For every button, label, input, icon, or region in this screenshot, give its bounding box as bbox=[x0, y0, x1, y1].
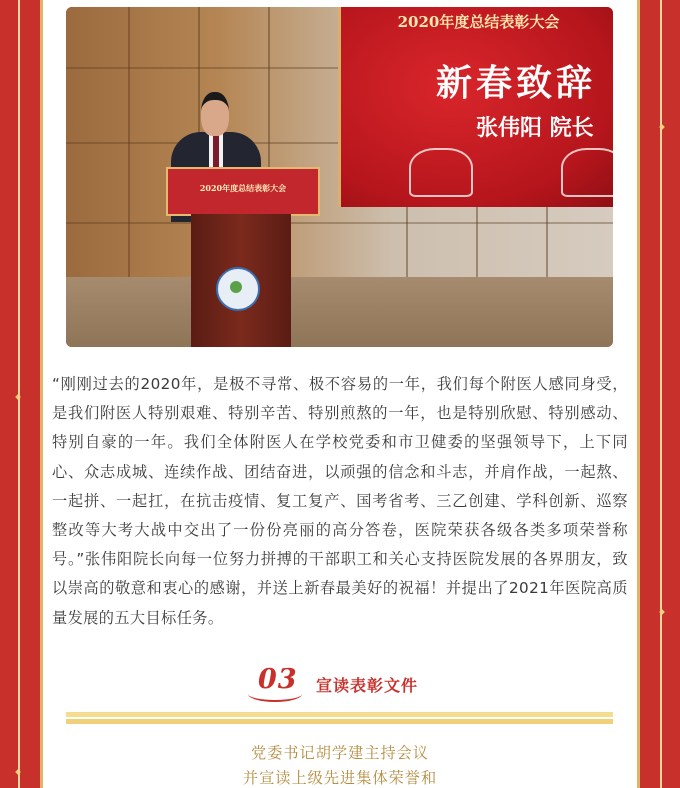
stage-screen bbox=[338, 7, 613, 207]
podium bbox=[166, 167, 316, 347]
gold-divider bbox=[66, 712, 613, 724]
photo-floor bbox=[66, 277, 613, 347]
screen-heading: 新春致辞 bbox=[436, 62, 597, 104]
ox-decoration-icon bbox=[561, 148, 613, 197]
podium-banner bbox=[166, 167, 320, 216]
section-title: 宣读表彰文件 bbox=[316, 676, 419, 695]
ox-decoration-icon bbox=[409, 148, 473, 197]
caption-line-2: 并宣读上级先进集体荣誉和 bbox=[242, 769, 438, 787]
screen-title: 2020年度总结表彰大会 bbox=[397, 13, 560, 31]
podium-banner-text: 2020年度总结表彰大会 bbox=[199, 183, 287, 193]
speech-photo bbox=[66, 7, 613, 347]
caption-line-1: 党委书记胡学建主持会议 bbox=[250, 744, 430, 762]
section-header bbox=[0, 658, 680, 704]
screen-speaker-name: 张伟阳 院长 bbox=[476, 115, 594, 141]
article-paragraph: “刚刚过去的2020年，是极不寻常、极不容易的一年，我们每个附医人感同身受，是我们附医人特别艰难、特别辛苦、特别煎熬的一年，也是特别欣慰、特别感动、特别自豪的一年。我们全体附医人在学校党委和市卫健委的坚强领导下，上下同心、众志成城、连续作战、团结奋进，以顽强的信念和斗志，并肩作战，一起熬、一起拼、一起扛，在抗击疫情、复工复产、国考省考、三乙创建、学科创新、巡察整改等大考大战中交出了一份份亮丽的高分答卷，医院荣获各级各类多项荣誉称号。”张伟阳院长向每一位努力拼搏的干部职工和关心支持医院发展的各界朋友，致以崇高的敬意和衷心的感谢，并送上新春最美好的祝福！并提出了2021年医院高质量发展的五大目标任务。 bbox=[52, 375, 628, 627]
section-number: 03 bbox=[258, 664, 298, 695]
